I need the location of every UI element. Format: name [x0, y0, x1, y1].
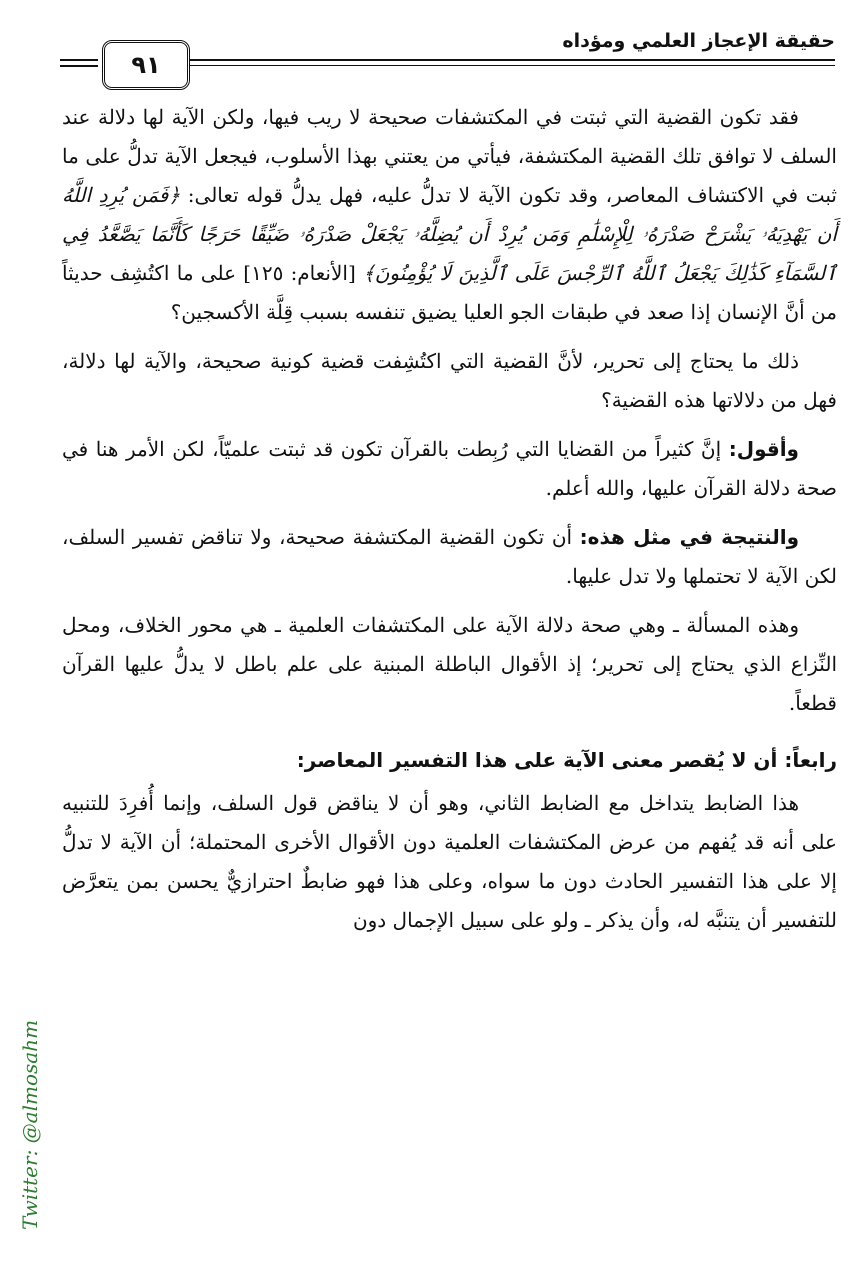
- paragraph-text: فقد تكون القضية التي ثبتت في المكتشفات صحيحة لا ريب فيها، ولكن الآية لها دلالة عند السلف لا توافق تلك القضية المكتشفة، فيأتي من يعتني بهذا الأسلوب، فيجعل الآية تدلُّ على ما ثبت في الاكتشاف المعاصر، وقد تكون الآية لا تدلُّ عليه، فهل يدلُّ قوله تعالى:: [62, 105, 837, 207]
- header-rule: [60, 65, 98, 67]
- page-number: ٩١: [102, 40, 190, 90]
- watermark: [10, 995, 50, 1255]
- paragraph-text: أن تكون القضية المكتشفة صحيحة، ولا تناقض تفسير السلف، لكن الآية لا تحتملها ولا تدل عليها.: [62, 525, 837, 588]
- header-rule: [190, 59, 835, 61]
- paragraph-label: والنتيجة في مثل هذه:: [579, 525, 799, 549]
- paragraph: [62, 518, 837, 596]
- quran-verse: ﴿فَمَن يُرِدِ اللَّهُ أَن يَهْدِيَهُۥ يَشْرَحْ صَدْرَهُۥ لِلْإِسْلَٰمِ وَمَن يُرِدْ أَن يُضِلَّهُۥ يَجْعَلْ صَدْرَهُۥ ضَيِّقًا حَرَجًا كَأَنَّمَا يَصَّعَّدُ فِي ٱلسَّمَآءِ كَذَٰلِكَ يَجْعَلُ ٱللَّهُ ٱلرِّجْسَ عَلَى ٱلَّذِينَ لَا يُؤْمِنُونَ﴾: [62, 183, 837, 285]
- header-rule: [60, 59, 98, 61]
- page-header: [60, 22, 835, 82]
- page-body: [62, 98, 837, 1257]
- paragraph: هذا الضابط يتداخل مع الضابط الثاني، وهو أن لا يناقض قول السلف، وإنما أُفرِدَ للتنبيه على أنه قد يُفهم من عرض المكتشفات العلمية دون الأقوال الأخرى المحتملة؛ أن الآية لا تدلُّ إلا على هذا التفسير الحادث دون ما سواه، وعلى هذا فهو ضابطٌ احترازيٌّ يحسن بمن يتعرَّض للتفسير أن يتنبَّه له، وأن يذكر ـ ولو على سبيل الإجمال دون: [62, 791, 837, 932]
- watermark-text: Twitter: @almosahm: [18, 1019, 43, 1231]
- paragraph: [62, 98, 837, 332]
- paragraph-label: وأقول:: [728, 437, 799, 461]
- verse-reference: [الأنعام: ١٢٥]: [236, 261, 364, 285]
- paragraph: وهذه المسألة ـ وهي صحة دلالة الآية على المكتشفات العلمية ـ هي محور الخلاف، ومحل النِّزاع الذي يحتاج إلى تحرير؛ إذ الأقوال الباطلة المبنية على علم باطل لا يدلُّ عليها القرآن قطعاً.: [62, 613, 837, 715]
- section-heading: رابعاً: أن لا يُقصر معنى الآية على هذا التفسير المعاصر:: [296, 748, 837, 772]
- paragraph: ذلك ما يحتاج إلى تحرير، لأنَّ القضية التي اكتُشِفت قضية كونية صحيحة، والآية لها دلالة، فهل من دلالاتها هذه القضية؟: [62, 349, 837, 412]
- paragraph: [62, 430, 837, 508]
- header-rule: [190, 65, 835, 66]
- running-title: حقيقة الإعجاز العلمي ومؤداه: [562, 30, 835, 52]
- paragraph-text: على ما اكتُشِف حديثاً من أنَّ الإنسان إذا صعد في طبقات الجو العليا يضيق تنفسه بسبب قِلَّة الأكسجين؟: [62, 261, 837, 324]
- paragraph-text: إنَّ كثيراً من القضايا التي رُبِطت بالقرآن تكون قد ثبتت علميّاً، لكن الأمر هنا في صحة دلالة القرآن عليها، والله أعلم.: [62, 437, 837, 500]
